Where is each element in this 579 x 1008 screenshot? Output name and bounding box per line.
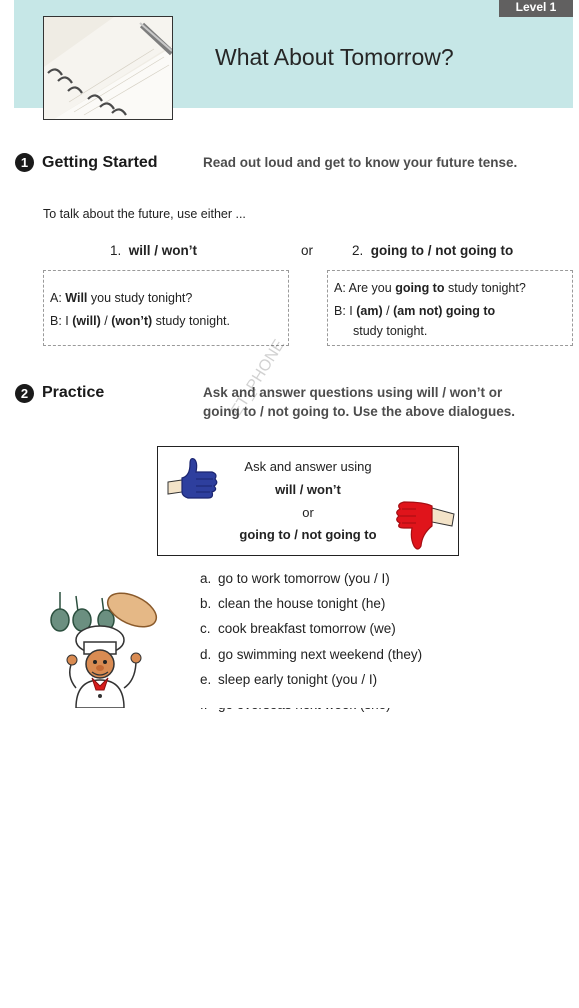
section2-instruction-line1: Ask and answer questions using will / won’t or [203,385,503,400]
ask-box-line1: Ask and answer using [244,459,372,474]
dialog-bold: (won’t) [111,314,153,328]
list-item-text: sleep early tonight (you / I) [218,672,378,687]
section1-instruction: Read out loud and get to know your future tense. [203,155,518,170]
chef-illustration [46,590,166,713]
section2-instruction-line2: going to / not going to. Use the above dialogues. [203,404,515,419]
thumbs-up-icon [166,456,220,507]
list-item-letter: e. [200,672,212,687]
notebook-photo [43,16,173,120]
dialog-bold: (will) [72,314,101,328]
section-title-practice: Practice [42,384,105,401]
dialog-bold: (am) [356,304,383,318]
option-1-heading [110,242,197,260]
dialog-text: you study tonight? [90,291,193,305]
watermark: ET_PHONE [228,336,289,420]
dialog-line-b [50,313,230,329]
intro-text: To talk about the future, use either ... [43,207,246,221]
dialog-box-will [43,270,289,346]
cutoff-mask [180,696,480,708]
speaker-a: A: [334,281,346,295]
dialog-line-a [334,280,526,296]
option-2-heading [352,242,513,260]
list-item-letter: a. [200,571,212,586]
speaker-b: B: [334,304,346,318]
dialog-text: study tonight? [447,281,526,295]
list-item-text: go swimming next weekend (they) [218,647,423,662]
option-1-number: 1. [110,243,122,258]
list-item-text: go to work tomorrow (you / I) [218,571,390,586]
list-item-text: cook breakfast tomorrow (we) [218,621,396,636]
dialog-text: Are you [348,281,392,295]
speaker-a: A: [50,291,62,305]
option-1-text: will / won’t [128,243,198,258]
page-title: What About Tomorrow? [215,44,454,70]
option-2-number: 2. [352,243,364,258]
dialog-text: I [349,304,353,318]
list-item-letter: c. [200,621,211,636]
list-item [200,620,396,637]
ask-box-line4: going to / not going to [239,527,377,542]
list-item-text: clean the house tonight (he) [218,596,386,611]
dialog-separator: / [104,314,108,328]
level-badge: Level 1 [499,0,573,17]
ask-box-line2: will / won’t [275,482,341,497]
list-item [200,646,422,663]
dialog-line-a [50,290,192,306]
speaker-b: B: [50,314,62,328]
or-label: or [301,243,314,258]
dialog-line-b [334,303,495,319]
section-number-1: 1 [15,153,34,172]
list-item [200,595,385,612]
dialog-bold: (am not) going to [393,304,496,318]
list-item-letter: d. [200,647,212,662]
list-item-letter: b. [200,596,212,611]
dialog-bold: Will [65,291,88,305]
dialog-line-b-cont: study tonight. [353,324,428,338]
dialog-text: I [65,314,69,328]
ask-box-line3: or [302,505,314,520]
section-number-2: 2 [15,384,34,403]
thumbs-down-icon [394,496,456,557]
section-title-getting-started: Getting Started [42,154,158,171]
option-2-text: going to / not going to [370,243,514,258]
dialog-bold: going to [395,281,445,295]
dialog-text: study tonight. [155,314,230,328]
list-item [200,570,390,587]
list-item [200,671,377,688]
dialog-box-going-to [327,270,573,346]
dialog-separator: / [386,304,390,318]
